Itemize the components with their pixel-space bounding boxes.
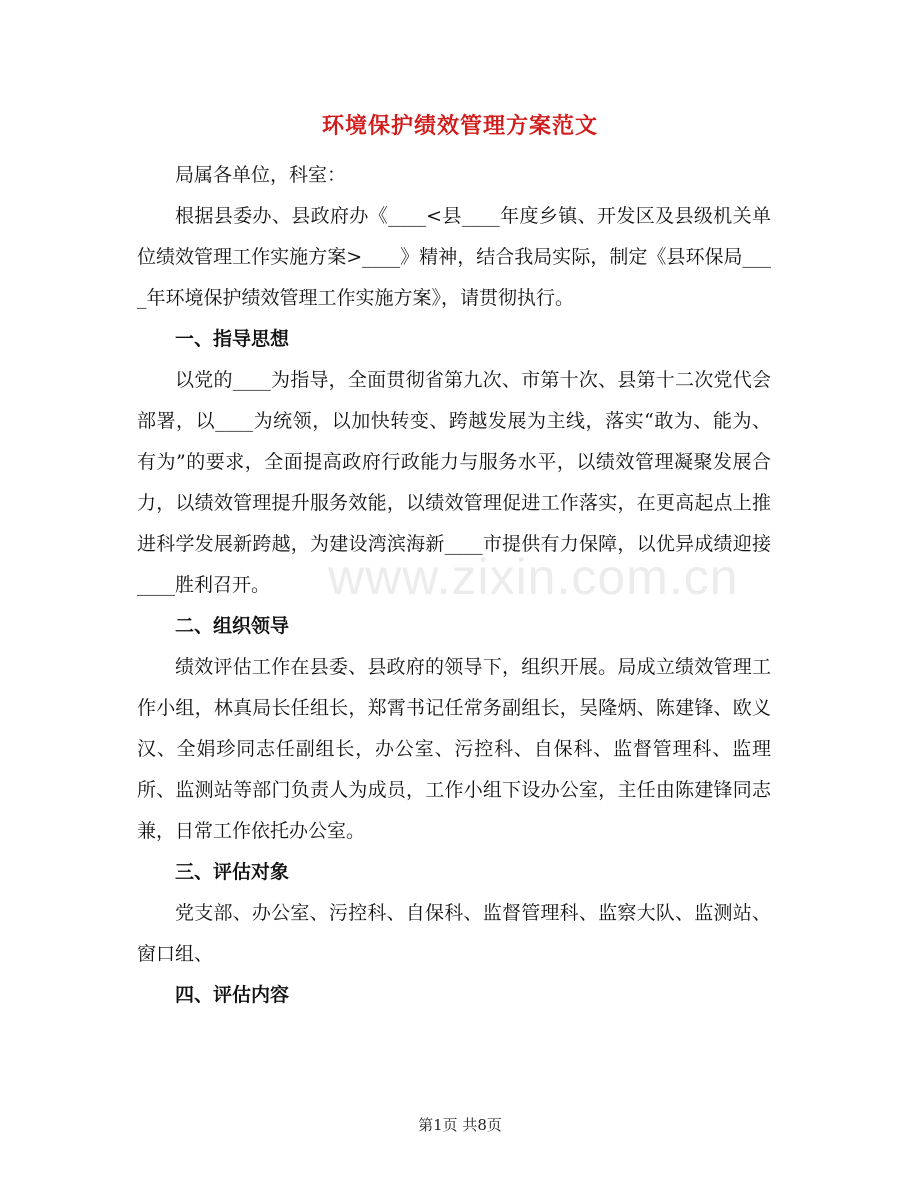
salutation: 局属各单位，科室： <box>175 164 347 186</box>
intro-paragraph: 根据县委办、县政府办《____<县____年度乡镇、开发区及县级机关单位绩效管理工作实施方案>____》精神，结合我局实际，制定《县环保局____年环境保护绩效管理工作实施方案》，请贯彻执行。 <box>137 205 771 309</box>
page-footer: 第1页 共8页 <box>418 1116 502 1134</box>
document-title: 环境保护绩效管理方案范文 <box>321 113 598 139</box>
section-heading-evaluation-targets: 三、评估对象 <box>175 861 290 883</box>
section-text-guiding-thought: 以党的____为指导，全面贯彻省第九次、市第十次、县第十二次党代会部署，以____为统领，以加快转变、跨越发展为主线，落实“敢为、能为、有为”的要求，全面提高政府行政能力与服务水平，以绩效管理凝聚发展合力，以绩效管理提升服务效能，以绩效管理促进工作落实，在更高起点上推进科学发展新跨越，为建设湾滨海新____市提供有力保障，以优异成绩迎接____胜利召开。 <box>137 369 771 596</box>
section-text-evaluation-targets: 党支部、办公室、污控科、自保科、监督管理科、监察大队、监测站、窗口组、 <box>137 902 771 965</box>
watermark: www.zixin.com.cn <box>328 549 739 605</box>
section-heading-evaluation-content: 四、评估内容 <box>175 984 290 1006</box>
section-text-organization: 绩效评估工作在县委、县政府的领导下，组织开展。局成立绩效管理工作小组，林真局长任组长，郑霄书记任常务副组长，吴隆炳、陈建锋、欧义汉、全娟珍同志任副组长，办公室、污控科、自保科、监督管理科、监理所、监测站等部门负责人为成员，工作小组下设办公室，主任由陈建锋同志兼，日常工作依托办公室。 <box>137 656 771 842</box>
section-heading-organization: 二、组织领导 <box>175 615 290 637</box>
section-heading-guiding-thought: 一、指导思想 <box>175 328 290 350</box>
